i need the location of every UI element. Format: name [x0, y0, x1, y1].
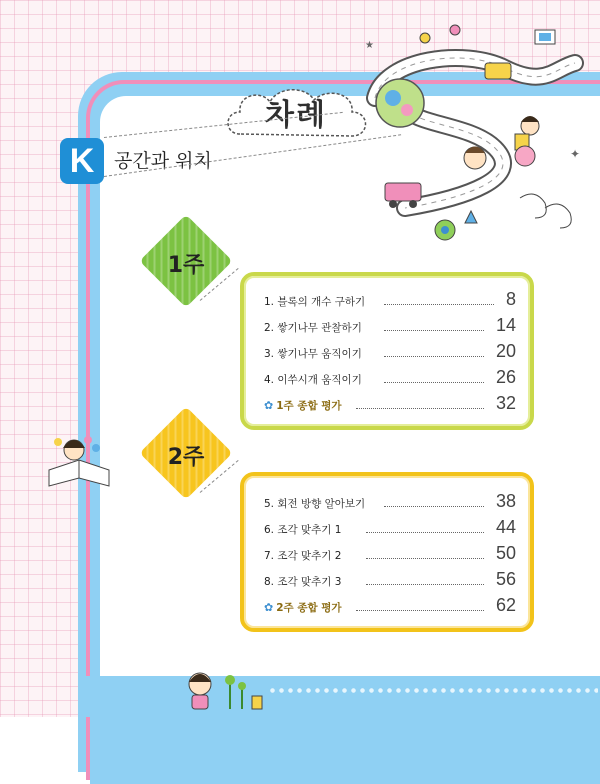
toc-leader-dots	[384, 304, 494, 305]
volume-badge: K	[60, 138, 104, 184]
toc-item-label: 2. 쌓기나무 관찰하기	[264, 322, 362, 334]
toc-summary-item[interactable]	[244, 596, 530, 620]
toc-item-label: 2주 종합 평가	[276, 602, 342, 614]
week-2-label: 2주	[167, 445, 205, 470]
toc-item[interactable]	[244, 290, 530, 314]
toc-item-label: 8. 조각 맞추기 3	[264, 576, 342, 588]
toc-item-label: 7. 조각 맞추기 2	[264, 550, 342, 562]
girl-with-plants-icon	[180, 664, 270, 714]
section-title: 공간과 위치	[114, 150, 212, 172]
svg-text:✦: ✦	[570, 147, 581, 161]
toc-item-label: 5. 회전 방향 알아보기	[264, 498, 366, 510]
page-title: 차례	[265, 98, 327, 133]
toc-page-number: 32	[495, 393, 516, 413]
toc-page-number: 26	[495, 367, 516, 387]
toc-page-number: 44	[495, 517, 516, 537]
toc-item[interactable]	[244, 492, 530, 516]
toc-page-number: 38	[495, 491, 516, 511]
toc-page-number: 62	[495, 595, 516, 615]
toc-item[interactable]	[244, 316, 530, 340]
flower-icon: ✿	[264, 399, 274, 412]
toc-page-number: 20	[495, 341, 516, 361]
week-1-toc-box	[240, 272, 534, 430]
flower-icon: ✿	[264, 601, 274, 614]
toc-item[interactable]	[244, 342, 530, 366]
toc-leader-dots	[384, 356, 484, 357]
toc-leader-dots	[384, 506, 484, 507]
toc-leader-dots	[366, 584, 484, 585]
reading-girl-icon	[44, 430, 114, 490]
toc-item-label: 3. 쌓기나무 움직이기	[264, 348, 362, 360]
toc-leader-dots	[366, 532, 484, 533]
toc-page-number: 8	[505, 289, 516, 309]
bottom-strip	[78, 676, 600, 717]
toc-item[interactable]	[244, 518, 530, 542]
toc-leader-dots	[384, 330, 484, 331]
toc-page-number: 56	[495, 569, 516, 589]
toc-leader-dots	[356, 408, 484, 409]
road-illustration-icon	[345, 8, 595, 253]
week-1-label: 1주	[167, 253, 205, 278]
toc-leader-dots	[384, 382, 484, 383]
toc-item-label: 4. 이쑤시개 움직이기	[264, 374, 362, 386]
toc-item-label: 1. 블록의 개수 구하기	[264, 296, 366, 308]
toc-item-label: 1주 종합 평가	[276, 400, 342, 412]
bottom-dots-decoration	[268, 686, 598, 696]
toc-item[interactable]	[244, 368, 530, 392]
svg-text:★: ★	[365, 40, 374, 51]
toc-summary-item[interactable]	[244, 394, 530, 418]
toc-item[interactable]	[244, 544, 530, 568]
toc-item[interactable]	[244, 570, 530, 594]
toc-leader-dots	[366, 558, 484, 559]
toc-leader-dots	[356, 610, 484, 611]
toc-page-number: 50	[495, 543, 516, 563]
week-2-toc-box	[240, 472, 534, 632]
toc-item-label: 6. 조각 맞추기 1	[264, 524, 342, 536]
toc-page-number: 14	[495, 315, 516, 335]
